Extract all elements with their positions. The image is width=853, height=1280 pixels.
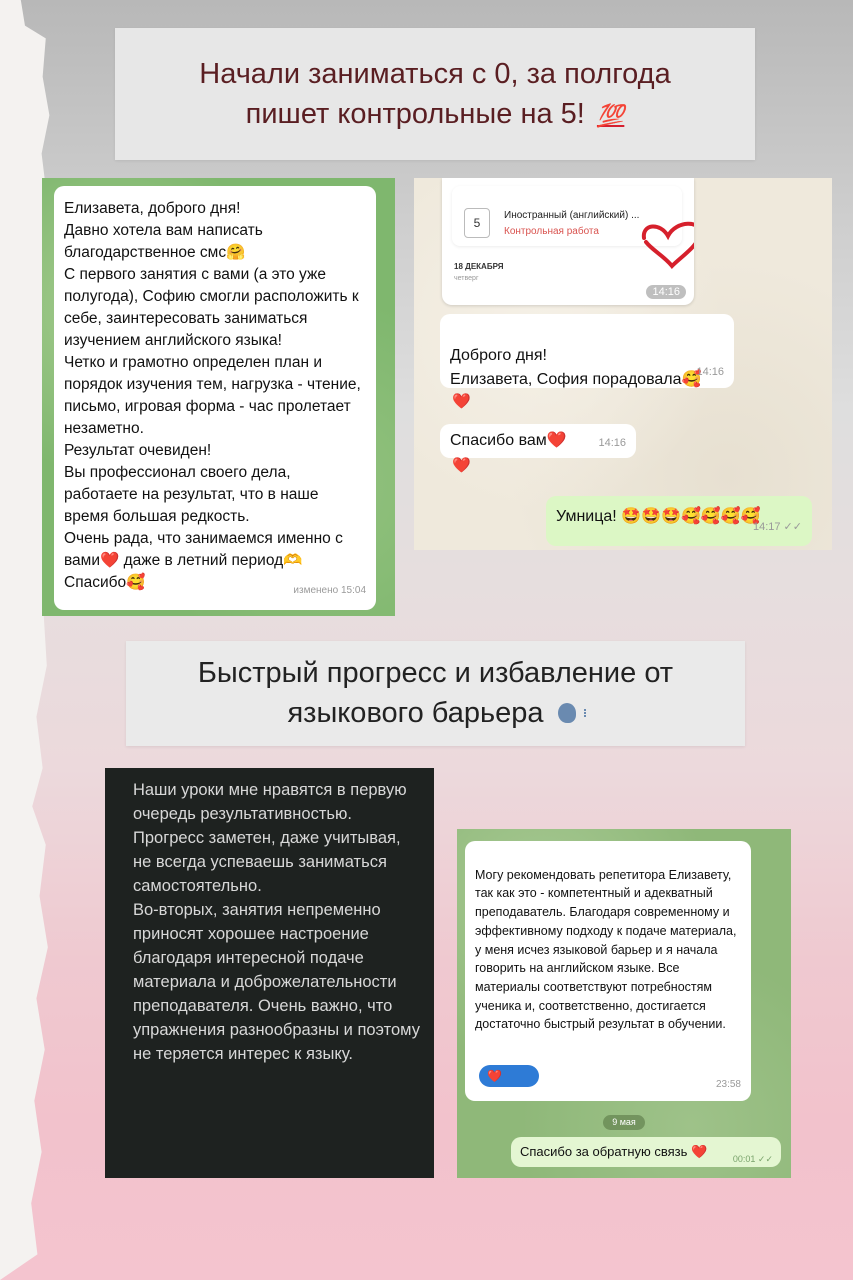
message-text: Спасибо вам❤️ <box>450 432 567 449</box>
review-screenshot-2 <box>414 178 832 550</box>
reaction-heart-icon: ❤️ <box>452 393 471 410</box>
top-banner-line2: пишет контрольные на 5! 💯 <box>115 94 755 136</box>
message-text: Доброго дня! Елизавета, София порадовала🥰 <box>450 347 702 388</box>
hundred-points-icon: 💯 <box>596 103 625 128</box>
message-time: 14:16 <box>598 437 626 449</box>
work-type: Контрольная работа <box>504 226 599 237</box>
message-time: 00:01 ✓✓ <box>732 1154 773 1164</box>
message-bubble <box>440 314 734 388</box>
date-label: 18 ДЕКАБРЯ <box>454 262 504 271</box>
message-bubble <box>465 841 751 1101</box>
message-meta: изменено 15:04 <box>293 585 366 596</box>
message-text: Умница! 🤩🤩🤩🥰🥰🥰🥰 <box>556 508 761 525</box>
subject-name: Иностранный (английский) ... <box>504 210 640 221</box>
reaction-heart-icon: ❤️ <box>452 457 471 474</box>
outgoing-message-bubble <box>511 1137 781 1167</box>
date-separator: 9 мая <box>603 1115 645 1130</box>
message-text: Могу рекомендовать репетитора Елизавету, так как это - компетентный и адекватный преподаватель. Благодаря современному и эффективному подходу к подаче материала, у меня исчез языковой барьер и я начала говорить на английском языке. Все материалы соответствуют потребностям ученика и, соответственно, достигается достаточно быстрый результат в обучении. <box>475 867 737 1032</box>
speaking-head-icon <box>558 701 584 725</box>
message-text: Спасибо за обратную связь ❤️ <box>520 1144 708 1159</box>
drawn-heart-icon <box>638 216 694 270</box>
top-banner-line1: Начали заниматься с 0, за полгода <box>199 58 671 90</box>
review-screenshot-3 <box>105 768 434 1178</box>
message-time: 23:58 <box>715 1079 741 1091</box>
review-screenshot-4 <box>457 829 791 1178</box>
message-bubble <box>54 186 376 610</box>
outgoing-message-bubble <box>546 496 812 546</box>
message-time: 14:17 ✓✓ <box>752 521 802 533</box>
weekday-label: четверг <box>454 275 479 282</box>
heart-icon: ❤️ <box>487 1069 502 1083</box>
middle-banner-line2: языкового барьера <box>126 693 745 733</box>
message-bubble <box>440 424 636 458</box>
message-text: Елизавета, доброго дня! Давно хотела вам написать благодарственное смс🤗 С первого занятия с вами (а это уже полугода), Софию смогли расположить к себе, заинтересовать заниматься изучением английского языка! Четко и грамотно определен план и порядок изучения тем, нагрузка - чтение, письмо, игровая форма - час пролетает незаметно. Результат очевиден! Вы профессионал своего дела, работаете на результат, что в наше время большая редкость. Очень рада, что занимаемся именно с вами❤️ даже в летний период🫶 Спасибо🥰 <box>64 200 361 591</box>
grade-badge: 5 <box>464 208 490 238</box>
middle-banner-line1: Быстрый прогресс и избавление от <box>197 657 674 689</box>
image-time: 14:16 <box>646 285 686 299</box>
top-banner <box>115 28 755 160</box>
reaction-badge <box>479 1065 539 1087</box>
message-time: 14:16 <box>696 366 724 378</box>
message-text: Наши уроки мне нравятся в первую очередь результативностью. Прогресс заметен, даже учитывая, не всегда успеваешь заниматься самостоятельно. Во-вторых, занятия непременно приносят хорошее настроение благодаря интересной подаче материала и доброжелательности преподавателя. Очень важно, что упражнения разнообразны и поэтому не теряется интерес к языку. <box>133 781 420 1063</box>
forwarded-grade-screenshot <box>442 178 694 305</box>
review-screenshot-1 <box>42 178 395 616</box>
middle-banner <box>126 641 745 746</box>
